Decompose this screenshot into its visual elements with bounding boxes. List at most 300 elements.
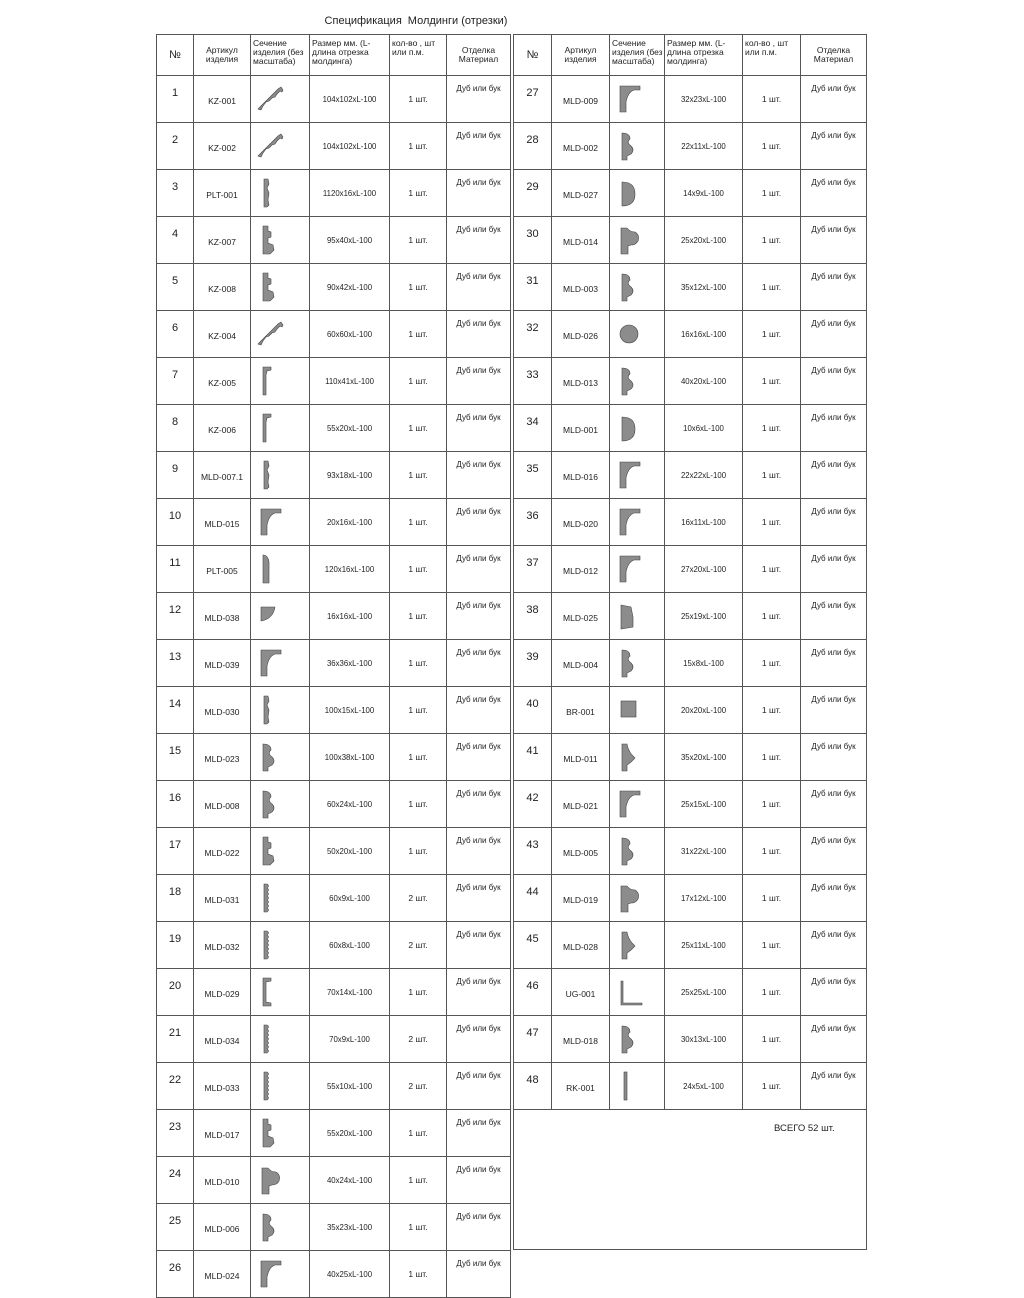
cove-profile-icon	[614, 458, 646, 492]
size-value: 100x15xL-100	[310, 687, 390, 734]
row-number: 31	[514, 264, 552, 311]
channel-profile-icon	[255, 975, 287, 1009]
article-code: MLD-027	[552, 170, 610, 217]
ogee-profile-icon	[614, 646, 646, 680]
finish-value: Дуб или бук	[447, 1110, 511, 1157]
quantity-value: 2 шт.	[390, 875, 447, 922]
section-cell	[610, 217, 665, 264]
bull-nose-icon	[614, 223, 646, 257]
size-value: 14x9xL-100	[665, 170, 743, 217]
table-row	[514, 1016, 867, 1063]
quantity-value: 1 шт.	[390, 499, 447, 546]
table-row	[157, 640, 511, 687]
article-code: MLD-034	[194, 1016, 251, 1063]
section-cell	[251, 499, 310, 546]
finish-value: Дуб или бук	[801, 687, 867, 734]
size-value: 25x19xL-100	[665, 593, 743, 640]
quantity-value: 1 шт.	[390, 123, 447, 170]
row-number: 30	[514, 217, 552, 264]
ogee-profile-icon	[255, 740, 287, 774]
article-code: MLD-004	[552, 640, 610, 687]
size-value: 25x11xL-100	[665, 922, 743, 969]
row-number: 24	[157, 1157, 194, 1204]
table-row	[514, 76, 867, 123]
stepped-profile-icon	[255, 834, 287, 868]
row-number: 4	[157, 217, 194, 264]
table-row	[157, 781, 511, 828]
cove-profile-icon	[614, 552, 646, 586]
pointed-profile-icon	[614, 740, 646, 774]
table-row	[514, 781, 867, 828]
finish-value: Дуб или бук	[801, 452, 867, 499]
section-cell	[251, 1110, 310, 1157]
table-row	[514, 828, 867, 875]
size-value: 31x22xL-100	[665, 828, 743, 875]
angle-profile-icon	[614, 975, 646, 1009]
article-code: MLD-038	[194, 593, 251, 640]
row-number: 23	[157, 1110, 194, 1157]
table-row	[514, 875, 867, 922]
row-number: 42	[514, 781, 552, 828]
size-value: 60x60xL-100	[310, 311, 390, 358]
table-row	[157, 264, 511, 311]
section-cell	[251, 452, 310, 499]
row-number: 27	[514, 76, 552, 123]
finish-value: Дуб или бук	[801, 1016, 867, 1063]
table-row	[157, 922, 511, 969]
section-cell	[610, 170, 665, 217]
row-number: 17	[157, 828, 194, 875]
quantity-value: 2 шт.	[390, 1016, 447, 1063]
section-cell	[610, 875, 665, 922]
table-row	[157, 969, 511, 1016]
section-cell	[251, 311, 310, 358]
row-number: 12	[157, 593, 194, 640]
section-cell	[251, 734, 310, 781]
size-value: 35x12xL-100	[665, 264, 743, 311]
finish-value: Дуб или бук	[801, 922, 867, 969]
size-value: 40x24xL-100	[310, 1157, 390, 1204]
row-number: 34	[514, 405, 552, 452]
row-number: 38	[514, 593, 552, 640]
article-code: KZ-008	[194, 264, 251, 311]
header-article: Артикул изделия	[552, 35, 610, 76]
section-cell	[251, 875, 310, 922]
size-value: 1120x16xL-100	[310, 170, 390, 217]
finish-value: Дуб или бук	[447, 264, 511, 311]
article-code: UG-001	[552, 969, 610, 1016]
bull-nose-icon	[255, 1163, 287, 1197]
quantity-value: 1 шт.	[390, 546, 447, 593]
finish-value: Дуб или бук	[801, 405, 867, 452]
article-code: MLD-023	[194, 734, 251, 781]
article-code: MLD-039	[194, 640, 251, 687]
quantity-value: 1 шт.	[390, 687, 447, 734]
finish-value: Дуб или бук	[801, 358, 867, 405]
quantity-value: 1 шт.	[743, 922, 801, 969]
header-size: Размер мм. (L-длина отрезка молдинга)	[310, 35, 390, 76]
table-row	[514, 311, 867, 358]
quantity-value: 1 шт.	[390, 969, 447, 1016]
header-finish: Отделка Материал	[801, 35, 867, 76]
table-row	[514, 546, 867, 593]
section-cell	[251, 1063, 310, 1110]
row-number: 46	[514, 969, 552, 1016]
section-cell	[610, 734, 665, 781]
thin-strip-icon	[255, 458, 287, 492]
cove-profile-icon	[255, 1257, 287, 1291]
finish-value: Дуб или бук	[447, 1063, 511, 1110]
thin-strip-icon	[255, 693, 287, 727]
section-cell	[251, 969, 310, 1016]
size-value: 120x16xL-100	[310, 546, 390, 593]
table-row	[157, 546, 511, 593]
quantity-value: 1 шт.	[743, 405, 801, 452]
finish-value: Дуб или бук	[447, 734, 511, 781]
article-code: MLD-008	[194, 781, 251, 828]
quantity-value: 1 шт.	[743, 734, 801, 781]
finish-value: Дуб или бук	[447, 123, 511, 170]
size-value: 93x18xL-100	[310, 452, 390, 499]
crown-molding-icon	[255, 82, 287, 116]
quantity-value: 1 шт.	[743, 358, 801, 405]
quantity-value: 1 шт.	[390, 828, 447, 875]
thin-strip-icon	[255, 176, 287, 210]
size-value: 104x102xL-100	[310, 123, 390, 170]
quantity-value: 1 шт.	[743, 499, 801, 546]
row-number: 20	[157, 969, 194, 1016]
row-number: 8	[157, 405, 194, 452]
size-value: 104x102xL-100	[310, 76, 390, 123]
article-code: KZ-002	[194, 123, 251, 170]
article-code: PLT-001	[194, 170, 251, 217]
finish-value: Дуб или бук	[447, 311, 511, 358]
table-row	[157, 828, 511, 875]
quantity-value: 1 шт.	[390, 593, 447, 640]
section-cell	[610, 405, 665, 452]
quantity-value: 1 шт.	[390, 217, 447, 264]
table-row	[514, 170, 867, 217]
row-number: 37	[514, 546, 552, 593]
size-value: 20x16xL-100	[310, 499, 390, 546]
table-row	[157, 593, 511, 640]
table-row	[157, 499, 511, 546]
header-size: Размер мм. (L-длина отрезка молдинга)	[665, 35, 743, 76]
table-row	[514, 687, 867, 734]
quantity-value: 1 шт.	[743, 452, 801, 499]
article-code: MLD-026	[552, 311, 610, 358]
row-number: 10	[157, 499, 194, 546]
section-cell	[610, 687, 665, 734]
size-value: 35x23xL-100	[310, 1204, 390, 1251]
row-number: 35	[514, 452, 552, 499]
article-code: MLD-018	[552, 1016, 610, 1063]
square-bar-icon	[614, 693, 646, 727]
row-number: 21	[157, 1016, 194, 1063]
ogee-profile-icon	[614, 129, 646, 163]
finish-value: Дуб или бук	[801, 593, 867, 640]
section-cell	[251, 687, 310, 734]
section-cell	[251, 405, 310, 452]
row-number: 15	[157, 734, 194, 781]
size-value: 30x13xL-100	[665, 1016, 743, 1063]
cove-profile-icon	[255, 505, 287, 539]
article-code: MLD-005	[552, 828, 610, 875]
table-row	[157, 170, 511, 217]
article-code: MLD-002	[552, 123, 610, 170]
quantity-value: 1 шт.	[743, 1016, 801, 1063]
article-code: MLD-014	[552, 217, 610, 264]
finish-value: Дуб или бук	[447, 217, 511, 264]
section-cell	[610, 922, 665, 969]
table-row	[157, 1110, 511, 1157]
article-code: BR-001	[552, 687, 610, 734]
size-value: 55x20xL-100	[310, 405, 390, 452]
size-value: 22x22xL-100	[665, 452, 743, 499]
size-value: 36x36xL-100	[310, 640, 390, 687]
reeded-strip-icon	[255, 1069, 287, 1103]
title-main: Спецификация	[324, 15, 402, 27]
quantity-value: 1 шт.	[743, 687, 801, 734]
section-cell	[610, 546, 665, 593]
stepped-profile-icon	[255, 1116, 287, 1150]
quantity-value: 1 шт.	[743, 593, 801, 640]
section-cell	[610, 499, 665, 546]
table-row	[157, 1016, 511, 1063]
trapezoid-profile-icon	[614, 599, 646, 633]
table-row	[514, 734, 867, 781]
reeded-strip-icon	[255, 928, 287, 962]
finish-value: Дуб или бук	[447, 687, 511, 734]
ogee-profile-icon	[255, 787, 287, 821]
quantity-value: 1 шт.	[743, 781, 801, 828]
section-cell	[251, 781, 310, 828]
finish-value: Дуб или бук	[801, 499, 867, 546]
article-code: MLD-001	[552, 405, 610, 452]
article-code: MLD-033	[194, 1063, 251, 1110]
finish-value: Дуб или бук	[801, 640, 867, 687]
table-row	[157, 311, 511, 358]
article-code: MLD-032	[194, 922, 251, 969]
quantity-value: 1 шт.	[743, 640, 801, 687]
finish-value: Дуб или бук	[447, 170, 511, 217]
row-number: 45	[514, 922, 552, 969]
quantity-value: 1 шт.	[390, 452, 447, 499]
size-value: 40x20xL-100	[665, 358, 743, 405]
section-cell	[251, 546, 310, 593]
finish-value: Дуб или бук	[447, 781, 511, 828]
size-value: 95x40xL-100	[310, 217, 390, 264]
quantity-value: 1 шт.	[743, 875, 801, 922]
article-code: MLD-022	[194, 828, 251, 875]
article-code: MLD-009	[552, 76, 610, 123]
half-round-icon	[614, 411, 646, 445]
reeded-strip-icon	[255, 881, 287, 915]
finish-value: Дуб или бук	[447, 1251, 511, 1298]
table-row	[157, 76, 511, 123]
size-value: 50x20xL-100	[310, 828, 390, 875]
ogee-profile-icon	[614, 364, 646, 398]
size-value: 55x10xL-100	[310, 1063, 390, 1110]
quantity-value: 1 шт.	[390, 734, 447, 781]
quantity-value: 1 шт.	[743, 264, 801, 311]
finish-value: Дуб или бук	[801, 311, 867, 358]
row-number: 2	[157, 123, 194, 170]
size-value: 15x8xL-100	[665, 640, 743, 687]
quantity-value: 1 шт.	[390, 264, 447, 311]
size-value: 60x24xL-100	[310, 781, 390, 828]
finish-value: Дуб или бук	[447, 1157, 511, 1204]
table-row	[514, 264, 867, 311]
section-cell	[610, 1063, 665, 1110]
cove-profile-icon	[614, 787, 646, 821]
row-number: 16	[157, 781, 194, 828]
article-code: MLD-016	[552, 452, 610, 499]
stepped-profile-icon	[255, 223, 287, 257]
finish-value: Дуб или бук	[801, 969, 867, 1016]
quantity-value: 1 шт.	[390, 358, 447, 405]
section-cell	[610, 123, 665, 170]
finish-value: Дуб или бук	[447, 499, 511, 546]
row-number: 43	[514, 828, 552, 875]
header-qty: кол-во , шт или п.м.	[743, 35, 801, 76]
size-value: 25x20xL-100	[665, 217, 743, 264]
article-code: MLD-013	[552, 358, 610, 405]
quantity-value: 1 шт.	[743, 76, 801, 123]
round-rod-icon	[614, 317, 646, 351]
section-cell	[610, 311, 665, 358]
table-row	[514, 452, 867, 499]
row-number: 22	[157, 1063, 194, 1110]
quarter-round-icon	[255, 599, 287, 633]
size-value: 17x12xL-100	[665, 875, 743, 922]
table-row	[157, 123, 511, 170]
finish-value: Дуб или бук	[801, 828, 867, 875]
table-row	[514, 217, 867, 264]
table-row	[157, 1063, 511, 1110]
plinth-profile-icon	[255, 552, 287, 586]
row-number: 29	[514, 170, 552, 217]
quantity-value: 2 шт.	[390, 1063, 447, 1110]
row-number: 1	[157, 76, 194, 123]
article-code: MLD-011	[552, 734, 610, 781]
article-code: MLD-006	[194, 1204, 251, 1251]
header-num: №	[514, 35, 552, 76]
cove-profile-icon	[614, 505, 646, 539]
finish-value: Дуб или бук	[447, 1204, 511, 1251]
ogee-profile-icon	[255, 1210, 287, 1244]
section-cell	[610, 828, 665, 875]
article-code: MLD-019	[552, 875, 610, 922]
finish-value: Дуб или бук	[447, 922, 511, 969]
table-header-row	[514, 35, 867, 76]
l-profile-icon	[255, 364, 287, 398]
section-cell	[610, 969, 665, 1016]
quantity-value: 1 шт.	[390, 1251, 447, 1298]
article-code: MLD-003	[552, 264, 610, 311]
total-label: ВСЕГО 52 шт.	[774, 1123, 835, 1134]
section-cell	[610, 264, 665, 311]
ogee-profile-icon	[614, 270, 646, 304]
section-cell	[251, 593, 310, 640]
article-code: RK-001	[552, 1063, 610, 1110]
section-cell	[251, 170, 310, 217]
finish-value: Дуб или бук	[801, 76, 867, 123]
table-header-row	[157, 35, 511, 76]
total-row	[514, 1110, 867, 1250]
size-value: 16x16xL-100	[665, 311, 743, 358]
section-cell	[610, 452, 665, 499]
article-code: KZ-005	[194, 358, 251, 405]
row-number: 18	[157, 875, 194, 922]
table-row	[514, 358, 867, 405]
article-code: MLD-007.1	[194, 452, 251, 499]
quantity-value: 1 шт.	[743, 311, 801, 358]
article-code: MLD-030	[194, 687, 251, 734]
row-number: 6	[157, 311, 194, 358]
article-code: PLT-005	[194, 546, 251, 593]
cove-profile-icon	[255, 646, 287, 680]
spec-table-right	[513, 34, 867, 1250]
size-value: 100x38xL-100	[310, 734, 390, 781]
size-value: 24x5xL-100	[665, 1063, 743, 1110]
ogee-profile-icon	[614, 1022, 646, 1056]
row-number: 48	[514, 1063, 552, 1110]
article-code: KZ-007	[194, 217, 251, 264]
section-cell	[251, 76, 310, 123]
quantity-value: 1 шт.	[390, 1157, 447, 1204]
article-code: MLD-024	[194, 1251, 251, 1298]
section-cell	[610, 76, 665, 123]
flat-batten-icon	[614, 1069, 646, 1103]
finish-value: Дуб или бук	[447, 969, 511, 1016]
finish-value: Дуб или бук	[447, 358, 511, 405]
header-num: №	[157, 35, 194, 76]
article-code: MLD-017	[194, 1110, 251, 1157]
finish-value: Дуб или бук	[801, 781, 867, 828]
article-code: KZ-004	[194, 311, 251, 358]
pointed-profile-icon	[614, 928, 646, 962]
crown-molding-icon	[255, 129, 287, 163]
table-row	[157, 1251, 511, 1298]
total-cell	[514, 1110, 867, 1250]
row-number: 25	[157, 1204, 194, 1251]
finish-value: Дуб или бук	[447, 405, 511, 452]
article-code: MLD-025	[552, 593, 610, 640]
crown-molding-icon	[255, 317, 287, 351]
section-cell	[251, 922, 310, 969]
size-value: 32x23xL-100	[665, 76, 743, 123]
article-code: MLD-020	[552, 499, 610, 546]
row-number: 11	[157, 546, 194, 593]
table-row	[157, 875, 511, 922]
size-value: 25x15xL-100	[665, 781, 743, 828]
finish-value: Дуб или бук	[801, 734, 867, 781]
quantity-value: 1 шт.	[390, 1204, 447, 1251]
size-value: 25x25xL-100	[665, 969, 743, 1016]
row-number: 14	[157, 687, 194, 734]
row-number: 44	[514, 875, 552, 922]
row-number: 32	[514, 311, 552, 358]
table-row	[157, 358, 511, 405]
finish-value: Дуб или бук	[447, 828, 511, 875]
size-value: 16x11xL-100	[665, 499, 743, 546]
bull-nose-icon	[614, 881, 646, 915]
finish-value: Дуб или бук	[801, 1063, 867, 1110]
table-row	[514, 123, 867, 170]
header-qty: кол-во , шт или п.м.	[390, 35, 447, 76]
finish-value: Дуб или бук	[801, 546, 867, 593]
